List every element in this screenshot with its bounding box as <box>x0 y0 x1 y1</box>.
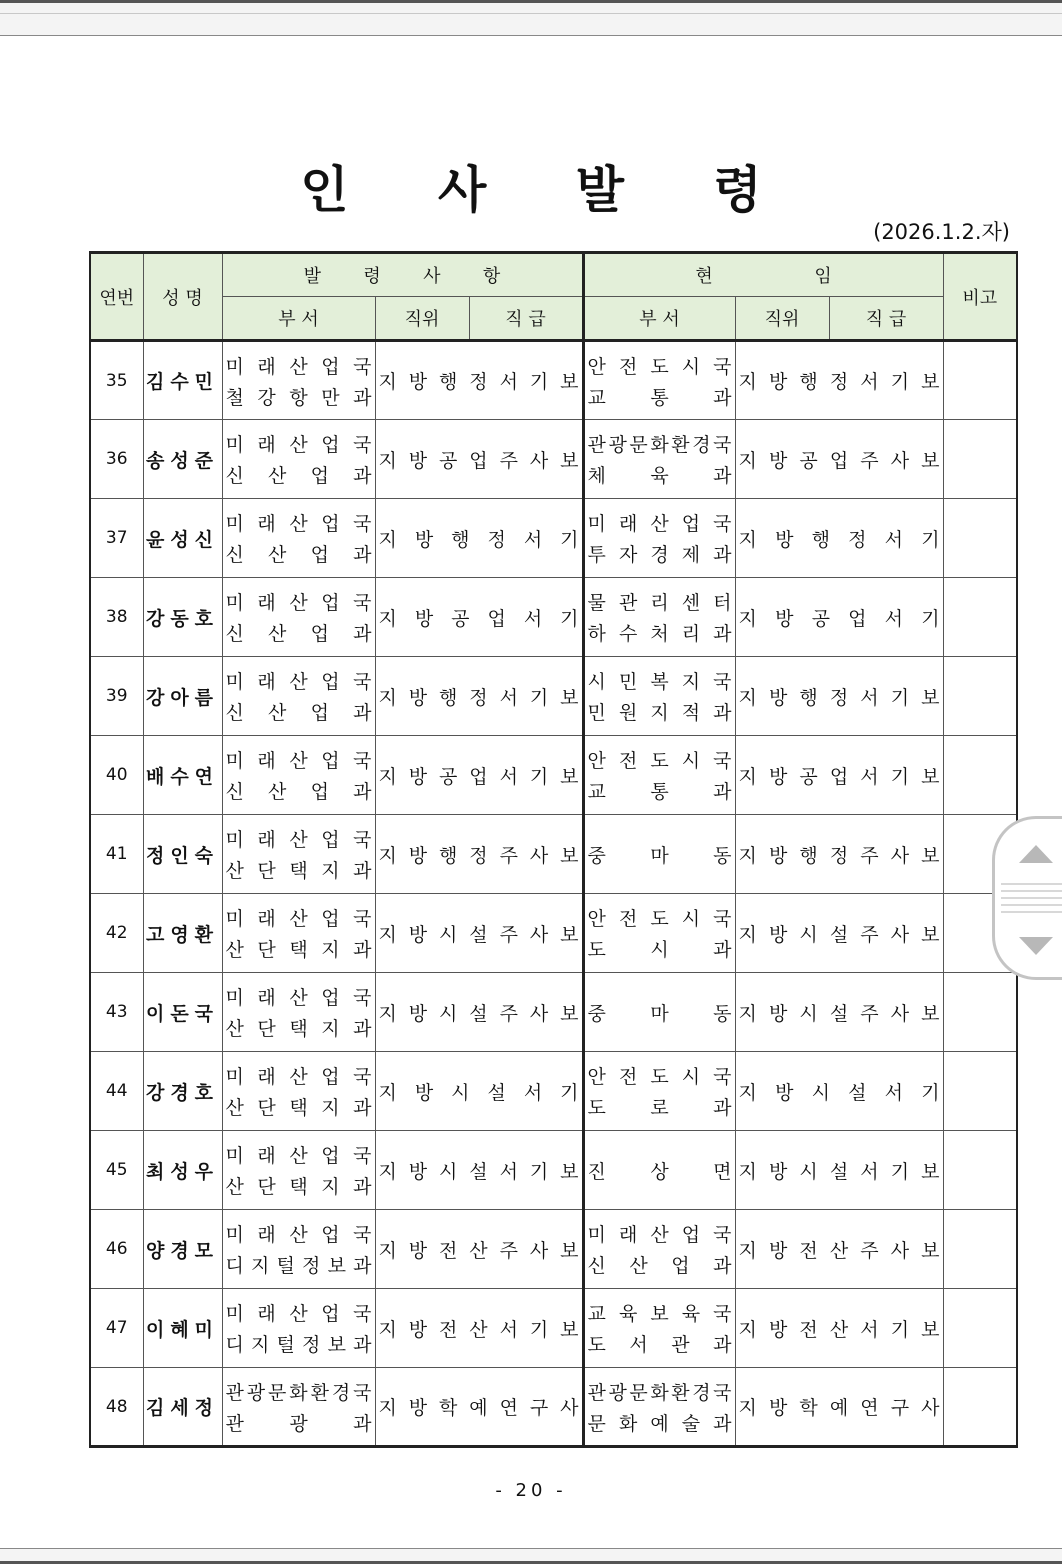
current-grade <box>735 736 943 815</box>
new-grade-text: 지 방 공 업 서 기 보 <box>378 765 579 788</box>
current-grade-text: 지 방 공 업 서 기 보 <box>738 765 940 788</box>
new-bureau: 미 래 산 업 국 <box>225 1066 372 1088</box>
new-division: 신 산 업 과 <box>225 702 372 724</box>
new-dept-cell <box>222 1131 375 1210</box>
current-division: 도 서 관 과 <box>587 1334 732 1356</box>
new-dept-cell <box>222 1210 375 1289</box>
new-dept-cell <box>222 1368 375 1447</box>
table-row <box>90 657 1017 736</box>
new-grade-text: 지 방 행 정 서 기 <box>378 528 579 551</box>
new-grade <box>375 1052 583 1131</box>
table-row <box>90 1131 1017 1210</box>
header-name: 성 명 <box>143 253 222 341</box>
row-number: 42 <box>90 894 143 973</box>
new-dept-cell <box>222 420 375 499</box>
person-name: 이돈국 <box>143 973 222 1052</box>
header-new-position: 직위 <box>375 297 469 341</box>
header-cur-grade: 직 급 <box>829 297 943 341</box>
remark-cell <box>943 1210 1017 1289</box>
new-bureau: 미 래 산 업 국 <box>225 1303 372 1325</box>
new-bureau: 미 래 산 업 국 <box>225 1145 372 1167</box>
row-number: 37 <box>90 499 143 578</box>
new-grade <box>375 1131 583 1210</box>
new-dept-cell <box>222 657 375 736</box>
current-grade <box>735 499 943 578</box>
header-new-assignment: 발 령 사 항 <box>222 253 583 297</box>
current-grade <box>735 1210 943 1289</box>
issue-date: (2026.1.2.자) <box>873 220 1010 244</box>
current-bureau: 중 마 동 <box>587 844 732 867</box>
new-grade-text: 지 방 행 정 서 기 보 <box>378 686 579 709</box>
remark-cell <box>943 657 1017 736</box>
current-division: 신 산 업 과 <box>587 1255 732 1277</box>
row-number: 43 <box>90 973 143 1052</box>
current-dept-cell <box>583 341 735 420</box>
row-number: 40 <box>90 736 143 815</box>
new-grade-text: 지 방 학 예 연 구 사 <box>378 1397 579 1419</box>
new-dept-cell <box>222 341 375 420</box>
current-dept-cell <box>583 1131 735 1210</box>
table-row <box>90 499 1017 578</box>
header-remark: 비고 <box>943 253 1017 341</box>
new-dept-cell <box>222 1289 375 1368</box>
viewer-bottom-bar <box>0 1548 1062 1564</box>
scroll-grip-icon[interactable] <box>1001 883 1062 917</box>
person-name: 강경호 <box>143 1052 222 1131</box>
current-division: 도 시 과 <box>587 939 732 961</box>
current-division: 문 화 예 술 과 <box>587 1412 732 1435</box>
current-grade-text: 지 방 학 예 연 구 사 <box>738 1397 940 1419</box>
current-bureau: 안 전 도 시 국 <box>587 355 732 378</box>
row-number: 36 <box>90 420 143 499</box>
current-grade-text: 지 방 시 설 주 사 보 <box>738 923 940 946</box>
current-dept-cell <box>583 894 735 973</box>
current-dept-cell <box>583 420 735 499</box>
current-bureau: 중 마 동 <box>587 1002 732 1025</box>
current-dept-cell <box>583 736 735 815</box>
table-row <box>90 1210 1017 1289</box>
current-division: 도 로 과 <box>587 1097 732 1119</box>
current-bureau: 관 광 문 화 환 경 국 <box>587 434 732 456</box>
new-bureau: 미 래 산 업 국 <box>225 671 372 693</box>
new-division: 신 산 업 과 <box>225 544 372 566</box>
table-row <box>90 894 1017 973</box>
current-dept-cell <box>583 499 735 578</box>
current-bureau: 시 민 복 지 국 <box>587 671 732 693</box>
person-name: 최성우 <box>143 1131 222 1210</box>
current-bureau: 안 전 도 시 국 <box>587 908 732 930</box>
current-dept-cell <box>583 973 735 1052</box>
new-bureau: 관 광 문 화 환 경 국 <box>225 1381 372 1404</box>
new-division: 산 단 택 지 과 <box>225 860 372 882</box>
remark-cell <box>943 736 1017 815</box>
new-dept-cell <box>222 578 375 657</box>
new-bureau: 미 래 산 업 국 <box>225 829 372 851</box>
current-grade <box>735 973 943 1052</box>
new-division: 디 지 털 정 보 과 <box>225 1255 372 1277</box>
person-name: 강아름 <box>143 657 222 736</box>
row-number: 48 <box>90 1368 143 1447</box>
person-name: 김수민 <box>143 341 222 420</box>
new-grade-text: 지 방 행 정 주 사 보 <box>378 844 579 867</box>
person-name: 강동호 <box>143 578 222 657</box>
current-division: 민 원 지 적 과 <box>587 702 732 724</box>
new-dept-cell <box>222 973 375 1052</box>
person-name: 윤성신 <box>143 499 222 578</box>
row-number: 46 <box>90 1210 143 1289</box>
current-bureau: 관 광 문 화 환 경 국 <box>587 1381 732 1404</box>
header-cur-dept: 부 서 <box>583 297 735 341</box>
table-row <box>90 736 1017 815</box>
remark-cell <box>943 341 1017 420</box>
row-number: 41 <box>90 815 143 894</box>
table-row <box>90 341 1017 420</box>
current-grade <box>735 578 943 657</box>
new-grade <box>375 657 583 736</box>
current-division: 체 육 과 <box>587 465 732 487</box>
new-bureau: 미 래 산 업 국 <box>225 908 372 930</box>
current-division: 하 수 처 리 과 <box>587 623 732 645</box>
page-number: - 20 - <box>495 1480 567 1501</box>
current-grade-text: 지 방 행 정 서 기 보 <box>738 686 940 709</box>
current-grade <box>735 420 943 499</box>
row-number: 35 <box>90 341 143 420</box>
new-dept-cell <box>222 736 375 815</box>
new-division: 신 산 업 과 <box>225 781 372 803</box>
remark-cell <box>943 973 1017 1052</box>
current-grade-text: 지 방 행 정 주 사 보 <box>738 844 940 867</box>
new-grade <box>375 1289 583 1368</box>
new-grade <box>375 578 583 657</box>
row-number: 45 <box>90 1131 143 1210</box>
new-bureau: 미 래 산 업 국 <box>225 355 372 378</box>
person-name: 고영환 <box>143 894 222 973</box>
new-division: 신 산 업 과 <box>225 465 372 487</box>
header-num: 연번 <box>90 253 143 341</box>
new-grade-text: 지 방 공 업 서 기 <box>378 607 579 630</box>
remark-cell <box>943 578 1017 657</box>
table-row <box>90 578 1017 657</box>
header-new-dept: 부 서 <box>222 297 375 341</box>
new-grade-text: 지 방 행 정 서 기 보 <box>378 371 579 393</box>
new-grade-text: 지 방 전 산 서 기 보 <box>378 1318 579 1341</box>
person-name: 배수연 <box>143 736 222 815</box>
person-name: 이혜미 <box>143 1289 222 1368</box>
current-grade-text: 지 방 공 업 서 기 <box>738 607 940 630</box>
table-row <box>90 420 1017 499</box>
remark-cell <box>943 1289 1017 1368</box>
current-dept-cell <box>583 1289 735 1368</box>
new-bureau: 미 래 산 업 국 <box>225 750 372 772</box>
current-bureau: 미 래 산 업 국 <box>587 1224 732 1246</box>
new-division: 산 단 택 지 과 <box>225 939 372 961</box>
current-division: 투 자 경 제 과 <box>587 544 732 566</box>
current-grade-text: 지 방 시 설 서 기 <box>738 1081 940 1104</box>
current-grade <box>735 1052 943 1131</box>
current-grade <box>735 657 943 736</box>
remark-cell <box>943 499 1017 578</box>
current-dept-cell <box>583 657 735 736</box>
current-grade <box>735 1289 943 1368</box>
current-grade <box>735 1368 943 1447</box>
remark-cell <box>943 1131 1017 1210</box>
table-row <box>90 1289 1017 1368</box>
current-grade-text: 지 방 시 설 서 기 보 <box>738 1160 940 1183</box>
new-division: 신 산 업 과 <box>225 623 372 645</box>
remark-cell <box>943 1052 1017 1131</box>
new-division: 산 단 택 지 과 <box>225 1097 372 1119</box>
new-grade-text: 지 방 시 설 서 기 보 <box>378 1160 579 1183</box>
new-grade-text: 지 방 전 산 주 사 보 <box>378 1239 579 1262</box>
new-grade <box>375 1210 583 1289</box>
current-dept-cell <box>583 1368 735 1447</box>
current-bureau: 진 상 면 <box>587 1160 732 1183</box>
current-division: 교 통 과 <box>587 781 732 803</box>
person-name: 정인숙 <box>143 815 222 894</box>
current-bureau: 안 전 도 시 국 <box>587 750 732 772</box>
current-grade-text: 지 방 시 설 주 사 보 <box>738 1002 940 1025</box>
current-grade-text: 지 방 전 산 서 기 보 <box>738 1318 940 1341</box>
scroll-down-icon[interactable] <box>1019 937 1053 955</box>
current-bureau: 교 육 보 육 국 <box>587 1303 732 1325</box>
current-grade <box>735 894 943 973</box>
current-grade <box>735 341 943 420</box>
new-division: 산 단 택 지 과 <box>225 1018 372 1040</box>
new-bureau: 미 래 산 업 국 <box>225 1224 372 1246</box>
new-grade <box>375 420 583 499</box>
new-grade <box>375 499 583 578</box>
new-grade-text: 지 방 시 설 서 기 <box>378 1081 579 1104</box>
header-current-post: 현 임 <box>583 253 943 297</box>
new-bureau: 미 래 산 업 국 <box>225 434 372 456</box>
current-dept-cell <box>583 1052 735 1131</box>
new-grade <box>375 736 583 815</box>
new-grade-text: 지 방 시 설 주 사 보 <box>378 1002 579 1025</box>
current-grade-text: 지 방 공 업 주 사 보 <box>738 449 940 472</box>
row-number: 47 <box>90 1289 143 1368</box>
current-grade <box>735 1131 943 1210</box>
current-bureau: 물 관 리 센 터 <box>587 592 732 614</box>
table-row <box>90 1052 1017 1131</box>
current-dept-cell <box>583 1210 735 1289</box>
current-grade-text: 지 방 전 산 주 사 보 <box>738 1239 940 1262</box>
current-grade-text: 지 방 행 정 서 기 보 <box>738 371 940 393</box>
new-dept-cell <box>222 815 375 894</box>
new-grade-text: 지 방 시 설 주 사 보 <box>378 923 579 946</box>
table-row <box>90 973 1017 1052</box>
row-number: 39 <box>90 657 143 736</box>
page-scroll-widget[interactable] <box>992 816 1062 980</box>
new-grade <box>375 815 583 894</box>
new-grade <box>375 894 583 973</box>
remark-cell <box>943 420 1017 499</box>
current-division: 교 통 과 <box>587 386 732 409</box>
new-division: 철 강 항 만 과 <box>225 386 372 409</box>
header-new-grade: 직 급 <box>469 297 583 341</box>
new-division: 디 지 털 정 보 과 <box>225 1334 372 1356</box>
viewer-top-bar <box>0 0 1062 36</box>
new-bureau: 미 래 산 업 국 <box>225 592 372 614</box>
new-bureau: 미 래 산 업 국 <box>225 513 372 535</box>
new-grade <box>375 1368 583 1447</box>
new-dept-cell <box>222 894 375 973</box>
person-name: 송성준 <box>143 420 222 499</box>
page-title: 인 사 발 령 <box>300 161 798 219</box>
person-name: 김세정 <box>143 1368 222 1447</box>
row-number: 38 <box>90 578 143 657</box>
personnel-table <box>89 251 1018 1448</box>
table-row <box>90 815 1017 894</box>
scroll-up-icon[interactable] <box>1019 845 1053 863</box>
new-division: 관 광 과 <box>225 1412 372 1435</box>
new-dept-cell <box>222 1052 375 1131</box>
current-grade-text: 지 방 행 정 서 기 <box>738 528 940 551</box>
table-row <box>90 1368 1017 1447</box>
new-dept-cell <box>222 499 375 578</box>
new-bureau: 미 래 산 업 국 <box>225 987 372 1009</box>
new-division: 산 단 택 지 과 <box>225 1176 372 1198</box>
new-grade <box>375 973 583 1052</box>
row-number: 44 <box>90 1052 143 1131</box>
new-grade-text: 지 방 공 업 주 사 보 <box>378 449 579 472</box>
header-cur-position: 직위 <box>735 297 829 341</box>
current-bureau: 안 전 도 시 국 <box>587 1066 732 1088</box>
current-dept-cell <box>583 815 735 894</box>
current-dept-cell <box>583 578 735 657</box>
person-name: 양경모 <box>143 1210 222 1289</box>
current-grade <box>735 815 943 894</box>
new-grade <box>375 341 583 420</box>
current-bureau: 미 래 산 업 국 <box>587 513 732 535</box>
table-body <box>90 341 1017 1447</box>
remark-cell <box>943 1368 1017 1447</box>
